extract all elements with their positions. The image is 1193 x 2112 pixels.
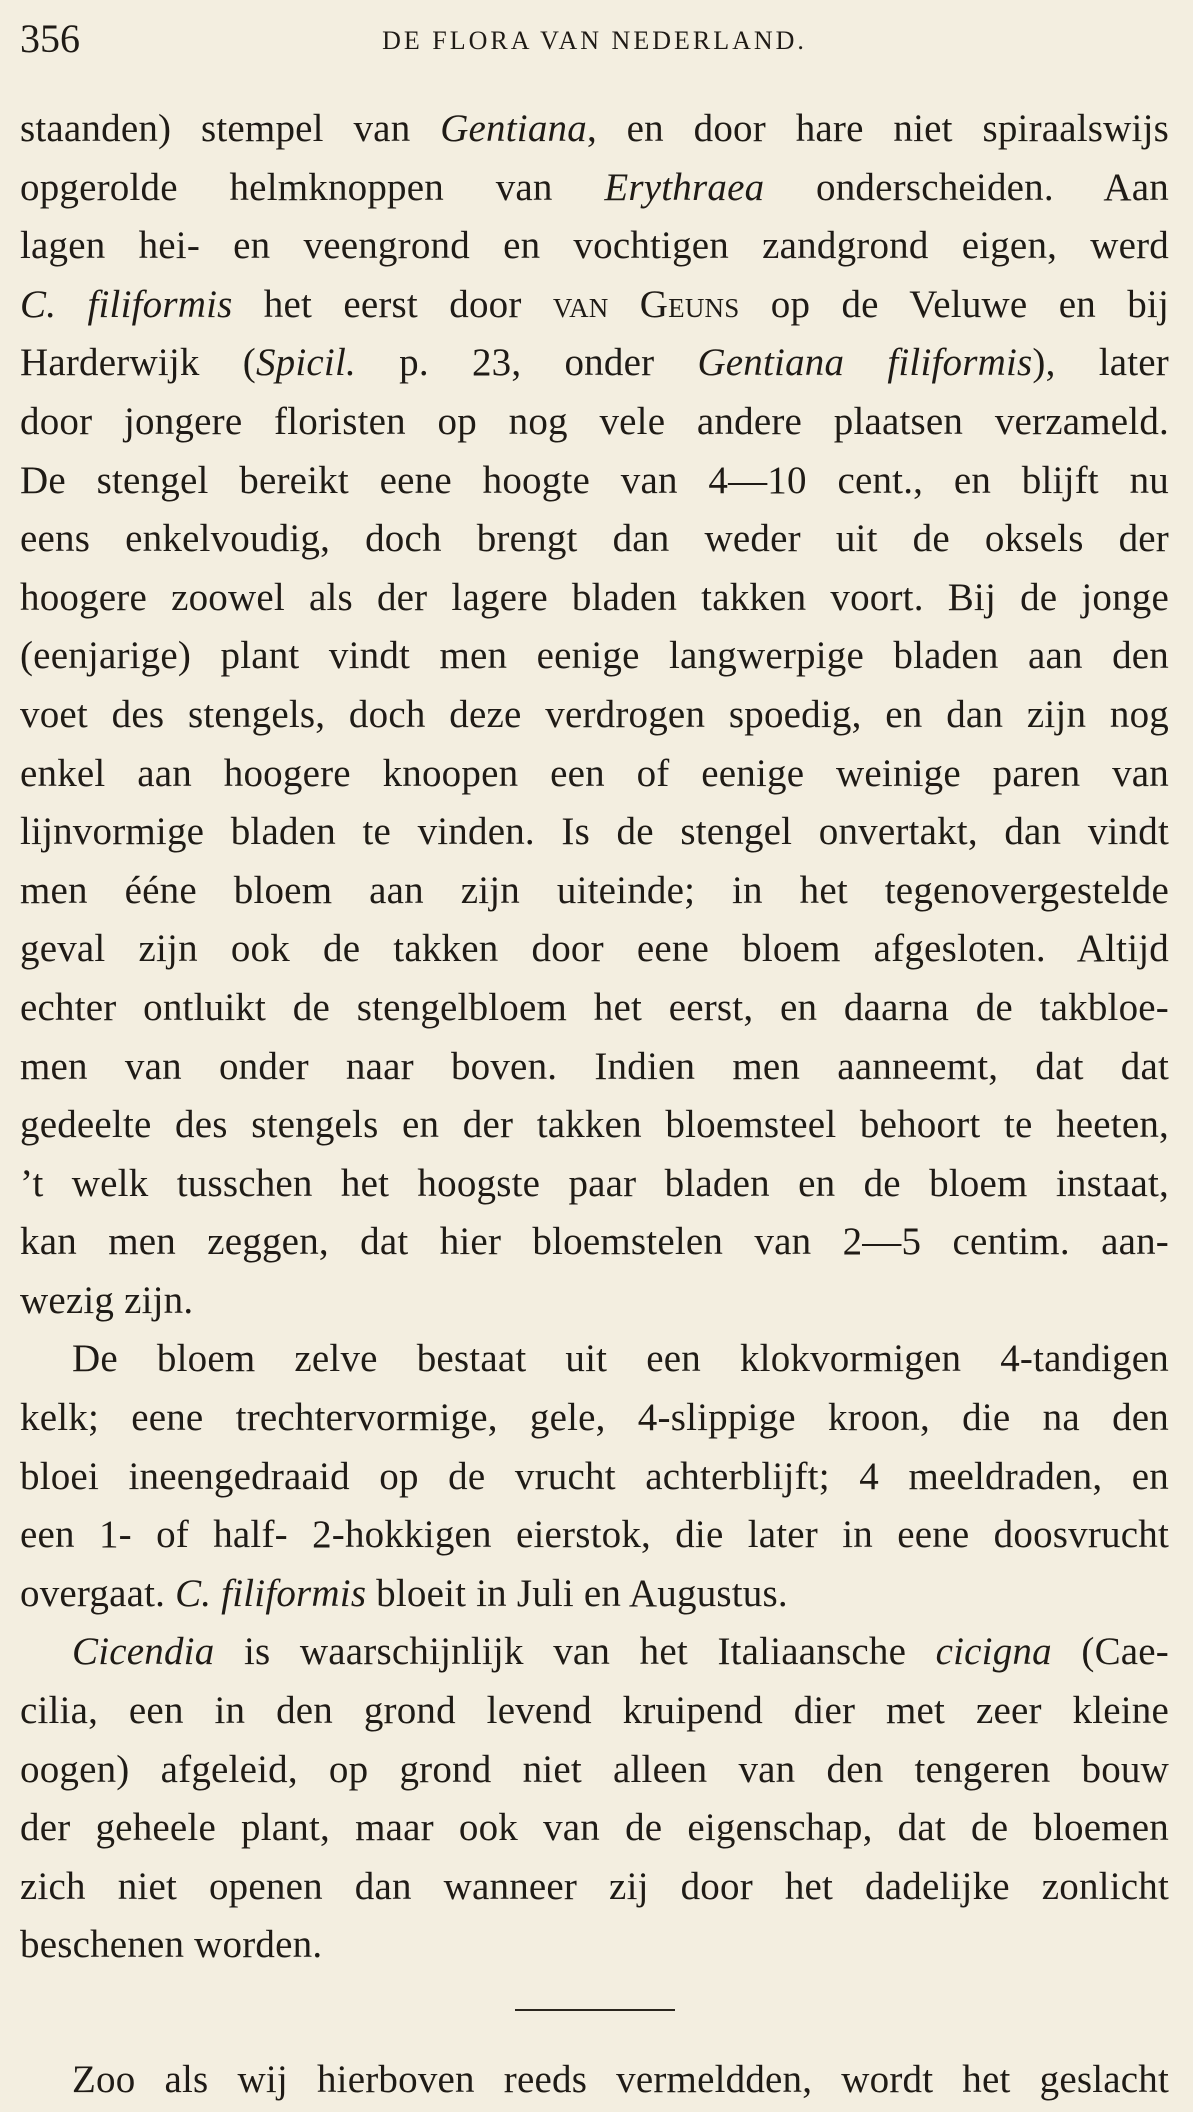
text-segment: overgaat.: [20, 1571, 176, 1615]
text-segment: een 1- of half- 2-hokkigen eierstok, die later in eene doosvrucht: [20, 1513, 1169, 1557]
text-segment: voet des stengels, doch deze verdrogen spoedig, en dan zijn nog: [20, 692, 1169, 736]
body-text: [20, 100, 1169, 2110]
text-line: [20, 745, 1169, 804]
text-segment: geval zijn ook de takken door eene bloem afgesloten. Altijd: [20, 927, 1169, 971]
text-line: [20, 979, 1169, 1038]
text-line: [20, 1799, 1169, 1858]
text-segment: , en door hare niet spiraalswijs: [586, 107, 1169, 150]
text-segment: door jongere floristen op nog vele andere plaatsen verzameld.: [20, 399, 1169, 443]
text-segment: cilia, een in den grond levend kruipend dier met zeer kleine: [20, 1689, 1169, 1733]
text-segment: zich niet openen dan wanneer zij door het dadelijke zonlicht: [20, 1864, 1169, 1908]
text-line: [20, 276, 1169, 335]
text-segment: lagen hei- en veengrond en vochtigen zandgrond eigen, werd: [20, 224, 1169, 268]
text-line: [20, 1448, 1169, 1507]
text-line: [20, 510, 1169, 569]
text-segment: oogen) afgeleid, op grond niet alleen van den tengeren bouw: [20, 1747, 1169, 1791]
text-segment: Zoo als wij hierboven reeds vermeldden, wordt het geslacht: [72, 2058, 1169, 2101]
text-line: [20, 1213, 1169, 1272]
italic-text: Gentiana: [440, 107, 587, 150]
text-segment: eens enkelvoudig, doch brengt dan weder uit de oksels der: [20, 517, 1169, 561]
text-segment: het eerst door: [232, 282, 553, 326]
text-line: [20, 1038, 1169, 1097]
text-segment: staanden) stempel van: [20, 107, 441, 150]
text-line: [20, 1506, 1169, 1565]
text-line: [20, 862, 1169, 921]
page-header: [20, 14, 1169, 64]
text-line: [20, 1330, 1169, 1389]
text-line: [20, 217, 1169, 276]
text-segment: p. 23, onder: [355, 341, 698, 385]
text-segment: kelk; eene trechtervormige, gele, 4-slippige kroon, die na den: [20, 1396, 1169, 1440]
text-segment: der geheele plant, maar ook van de eigenschap, dat de bloemen: [20, 1806, 1169, 1850]
text-segment: De bloem zelve bestaat uit een klokvormigen 4-tandigen: [72, 1337, 1169, 1381]
text-segment: ’t welk tusschen het hoogste paar bladen en de bloem instaat,: [20, 1161, 1169, 1205]
text-line: [20, 1916, 1169, 1975]
text-line: [20, 627, 1169, 686]
text-segment: enkel aan hoogere knoopen een of eenige weinige paren van: [20, 751, 1169, 795]
text-segment: opgerolde helmknoppen van: [20, 165, 605, 209]
text-segment: ), later: [1032, 341, 1169, 385]
italic-text: Spicil.: [255, 341, 356, 385]
text-segment: op de Veluwe en bij: [739, 282, 1169, 326]
text-line: [20, 334, 1169, 393]
text-segment: is waarschijnlijk van het Italiaansche: [214, 1630, 936, 1674]
text-line: [20, 452, 1169, 511]
text-segment: (eenjarige) plant vindt men eenige langwerpige bladen aan den: [20, 634, 1169, 678]
text-line: [20, 1623, 1169, 1682]
text-line: [20, 100, 1169, 159]
text-line: [20, 1272, 1169, 1331]
italic-text: Gentiana filiformis: [697, 341, 1033, 385]
italic-text: Erythraea: [604, 165, 765, 209]
text-segment: bloei ineengedraaid op de vrucht achterblijft; 4 meeldraden, en: [20, 1454, 1169, 1498]
text-line: [20, 1682, 1169, 1741]
text-segment: lijnvormige bladen te vinden. Is de stengel onvertakt, dan vindt: [20, 810, 1169, 854]
italic-text: C. filiformis: [20, 282, 233, 326]
text-segment: hoogere zoowel als der lagere bladen takken voort. Bij de jonge: [20, 575, 1169, 619]
text-line: [20, 1096, 1169, 1155]
text-segment: Harderwijk (: [20, 341, 256, 385]
text-line: [20, 2051, 1169, 2110]
text-line: [20, 393, 1169, 452]
text-segment: (Cae-: [1051, 1630, 1169, 1674]
running-head: DE FLORA VAN NEDERLAND.: [382, 26, 807, 55]
text-segment: gedeelte des stengels en der takken bloemsteel behoort te heeten,: [20, 1103, 1169, 1147]
text-line: [20, 1565, 1169, 1624]
italic-text: cicigna: [935, 1630, 1052, 1674]
section-divider: [515, 2009, 675, 2011]
page-number: 356: [20, 16, 80, 61]
text-segment: men ééne bloem aan zijn uiteinde; in het tegenovergestelde: [20, 868, 1169, 912]
text-segment: De stengel bereikt eene hoogte van 4—10 cent., en blijft nu: [20, 458, 1169, 502]
text-segment: wezig zijn.: [20, 1278, 194, 1322]
text-line: [20, 569, 1169, 628]
text-segment: men van onder naar boven. Indien men aanneemt, dat dat: [20, 1044, 1169, 1088]
small-caps-text: van Geuns: [552, 282, 740, 326]
text-line: [20, 686, 1169, 745]
text-line: [20, 1858, 1169, 1917]
text-line: [20, 803, 1169, 862]
text-segment: echter ontluikt de stengelbloem het eerst, en daarna de takbloe-: [20, 985, 1169, 1029]
text-line: [20, 920, 1169, 979]
italic-text: C. filiformis: [175, 1571, 367, 1615]
text-segment: onderscheiden. Aan: [764, 165, 1169, 209]
text-line: [20, 1389, 1169, 1448]
text-segment: beschenen worden.: [20, 1923, 323, 1967]
text-segment: bloeit in Juli en Augustus.: [366, 1571, 788, 1615]
text-segment: kan men zeggen, dat hier bloemstelen van 2—5 centim. aan-: [20, 1220, 1169, 1264]
italic-text: Cicendia: [72, 1630, 215, 1674]
text-line: [20, 159, 1169, 218]
text-line: [20, 1741, 1169, 1800]
text-line: [20, 1155, 1169, 1214]
